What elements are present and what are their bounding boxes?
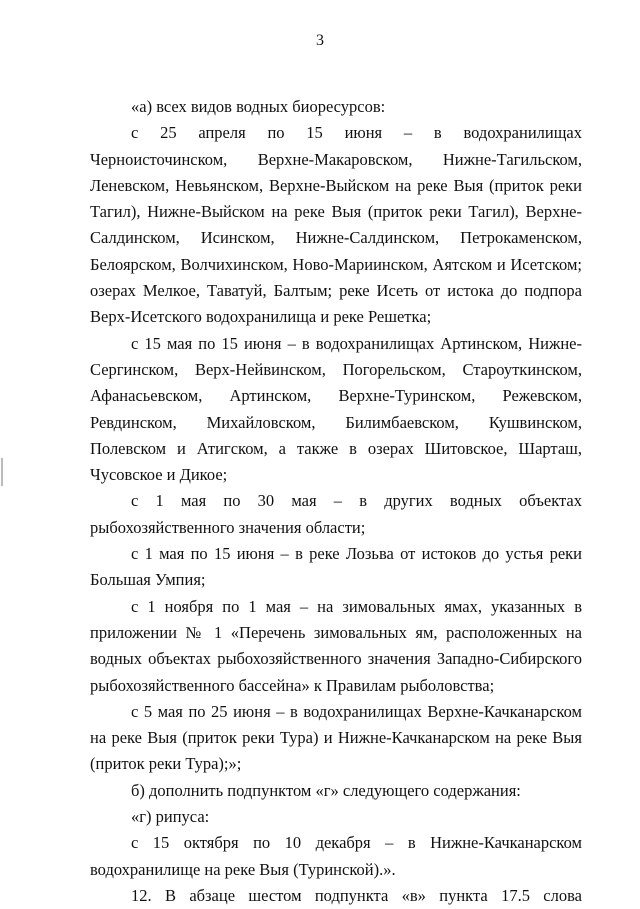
- paragraph-period-april: с 25 апреля по 15 июня – в водохранилищах Черноисточинском, Верхне-Макаровском, Нижне-Тагильском, Леневском, Невьянском, Верхне-Выйском на реке Выя (приток реки Тагил), Нижне-Выйском на реке Выя (приток реки Тагил), Верхне-Салдинском, Исинском, Нижне-Салдинском, Петрокаменском, Белоярском, Волчихинском, Ново-Мариинском, Аятском и Исетском; озерах Мелкое, Таватуй, Балтым; реке Исеть от истока до подпора Верх-Исетского водохранилища и реке Решетка;: [90, 123, 582, 327]
- scan-mark: [1, 458, 3, 486]
- paragraph-intro: «а) всех видов водных биоресурсов:: [131, 97, 386, 116]
- document-body: [90, 94, 582, 909]
- paragraph-amendment-b: б) дополнить подпунктом «г» следующего содержания:: [131, 780, 521, 800]
- paragraph-period-kachkanar: с 5 мая по 25 июня – в водохранилищах Верхне-Качканарском на реке Выя (приток реки Тура) и Нижне-Качканарском на реке Выя (приток реки Тура);»;: [90, 701, 582, 774]
- paragraph-period-lozva: с 1 мая по 15 июня – в реке Лозьва от истоков до устья реки Большая Умпия;: [90, 544, 582, 590]
- paragraph-ripus-period: с 15 октября по 10 декабря – в Нижне-Качканарском водохранилище на реке Выя (Туринской).».: [90, 833, 582, 879]
- paragraph-period-may-1-30: с 1 мая по 30 мая – в других водных объектах рыбохозяйственного значения области;: [90, 491, 582, 537]
- paragraph-item-12: 12. В абзаце шестом подпункта «в» пункта 17.5 слова: [131, 885, 582, 905]
- paragraph-ripus-heading: «г) рипуса:: [131, 807, 210, 827]
- page-number: 3: [316, 32, 324, 49]
- paragraph-period-may-15: с 15 мая по 15 июня – в водохранилищах Артинском, Нижне-Сергинском, Верх-Нейвинском, Погорельском, Староуткинском, Афанасьевском, Артинском, Верхне-Туринском, Режевском, Ревдинском, Михайловском, Билимбаевском, Кушвинском, Полевском и Атигском, а также в озерах Шитовское, Шарташ, Чусовское и Дикое;: [90, 333, 582, 485]
- paragraph-period-winter: с 1 ноября по 1 мая – на зимовальных ямах, указанных в приложении № 1 «Перечень зимовальных ям, расположенных на водных объектах рыбохозяйственного значения Западно-Сибирского рыбохозяйственного бассейна» к Правилам рыболовства;: [90, 596, 582, 695]
